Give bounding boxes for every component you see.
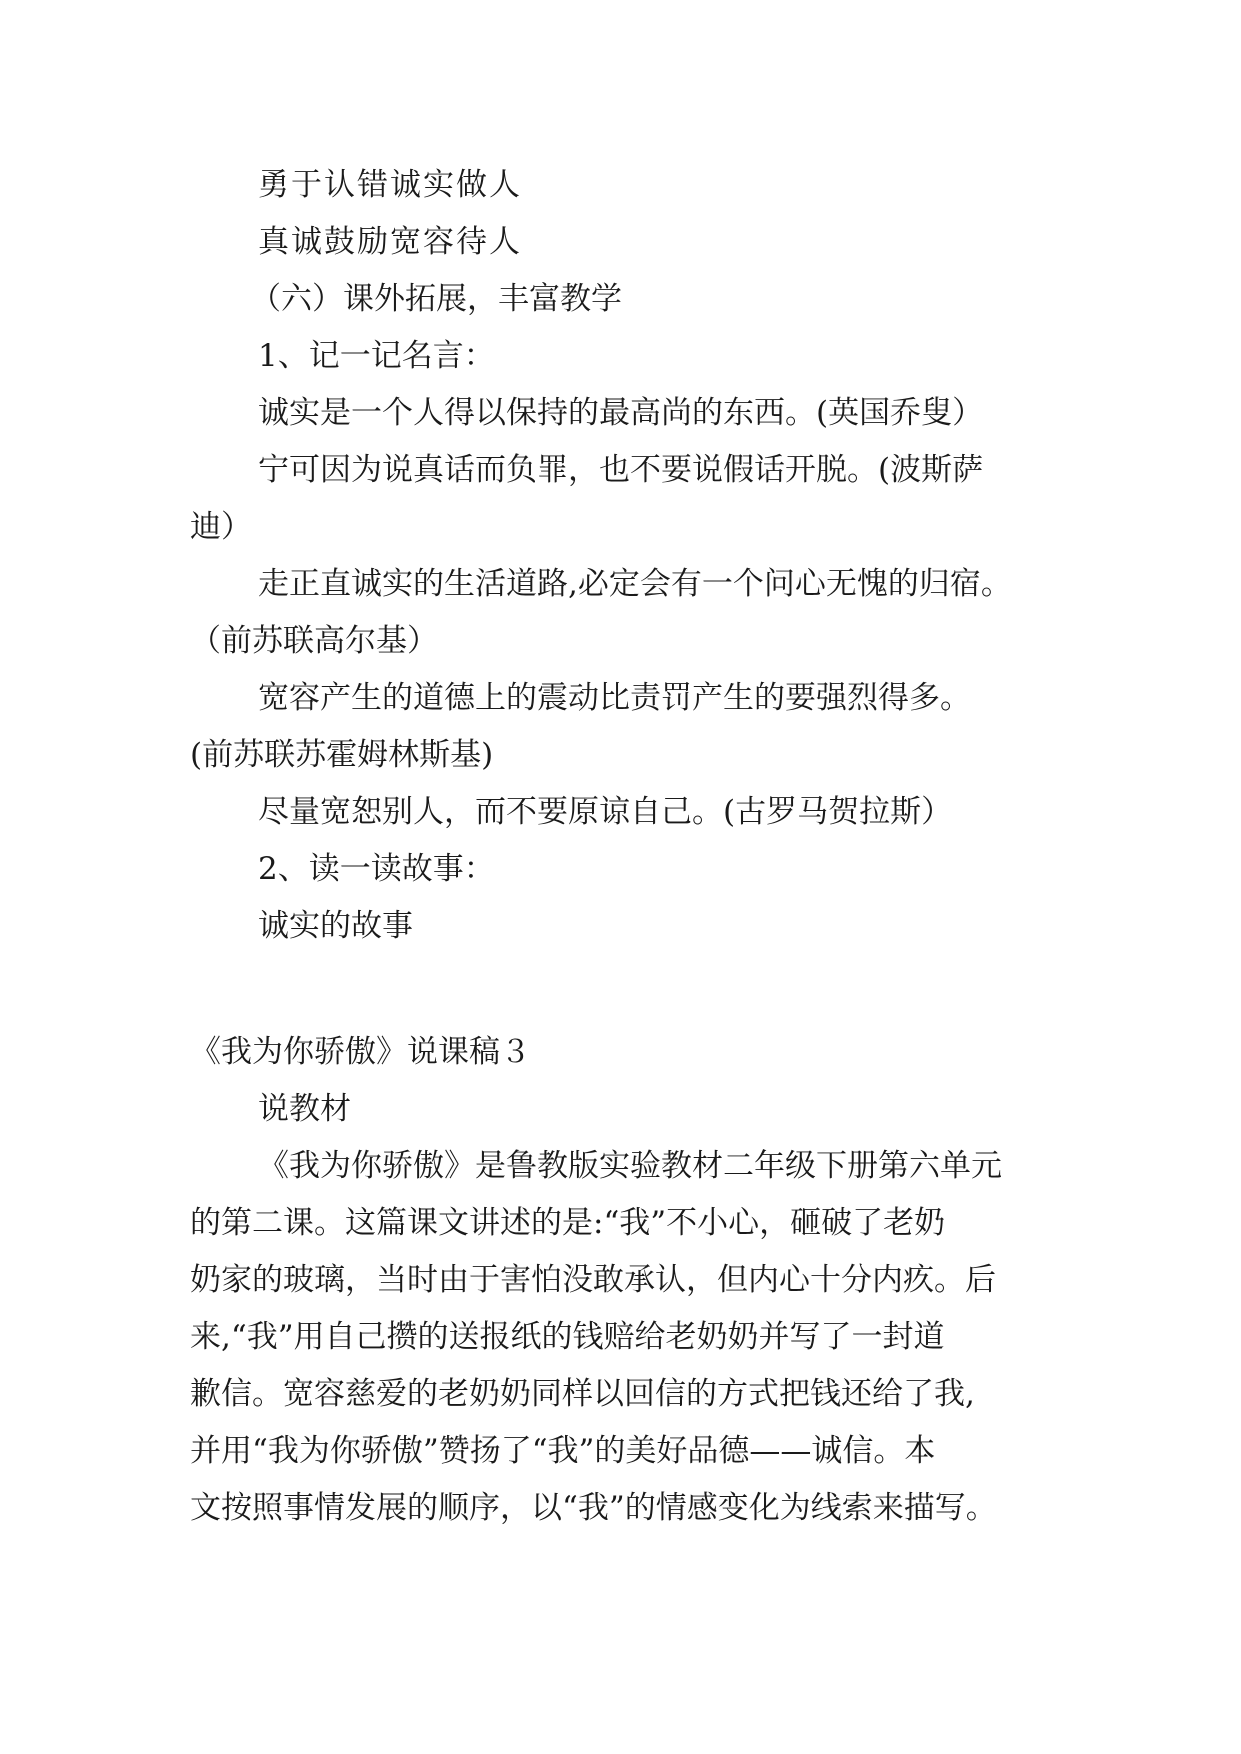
paragraph-line: 《我为你骄傲》是鲁教版实验教材二年级下册第六单元 bbox=[258, 1148, 1002, 1184]
text-line: 勇于认错诚实做人 bbox=[258, 167, 522, 203]
paragraph-line: 奶家的玻璃，当时由于害怕没敢承认，但内心十分内疚。后 bbox=[190, 1262, 996, 1298]
section-heading: （六）课外拓展，丰富教学 bbox=[250, 281, 622, 317]
quote-line: 诚实是一个人得以保持的最高尚的东西。(英国乔叟） bbox=[258, 395, 984, 431]
quote-line: (前苏联苏霍姆林斯基) bbox=[190, 737, 494, 773]
page-title: 《我为你骄傲》说课稿３ bbox=[190, 1034, 531, 1070]
subheading: 说教材 bbox=[258, 1091, 351, 1127]
paragraph-line: 来,“我”用自己攒的送报纸的钱赔给老奶奶并写了一封道 bbox=[190, 1319, 945, 1355]
paragraph-line: 并用“我为你骄傲”赞扬了“我”的美好品德——诚信。本 bbox=[190, 1433, 936, 1469]
quote-line: 宁可因为说真话而负罪，也不要说假话开脱。(波斯萨 bbox=[258, 452, 984, 488]
quote-line: 走正直诚实的生活道路,必定会有一个问心无愧的归宿。 bbox=[258, 566, 1012, 602]
text-line: 真诚鼓励宽容待人 bbox=[258, 224, 522, 260]
subheading: 1、记一记名言： bbox=[258, 338, 495, 374]
quote-line: 宽容产生的道德上的震动比责罚产生的要强烈得多。 bbox=[258, 680, 971, 716]
quote-line: 尽量宽恕别人，而不要原谅自己。(古罗马贺拉斯） bbox=[258, 794, 953, 830]
quote-line: 迪） bbox=[190, 509, 252, 545]
paragraph-line: 文按照事情发展的顺序，以“我”的情感变化为线索来描写。 bbox=[190, 1490, 997, 1526]
story-title: 诚实的故事 bbox=[258, 908, 413, 944]
paragraph-line: 歉信。宽容慈爱的老奶奶同样以回信的方式把钱还给了我, bbox=[190, 1376, 975, 1412]
subheading: 2、读一读故事： bbox=[258, 851, 495, 887]
quote-line: （前苏联高尔基） bbox=[190, 623, 438, 659]
paragraph-line: 的第二课。这篇课文讲述的是:“我”不小心，砸破了老奶 bbox=[190, 1205, 946, 1241]
